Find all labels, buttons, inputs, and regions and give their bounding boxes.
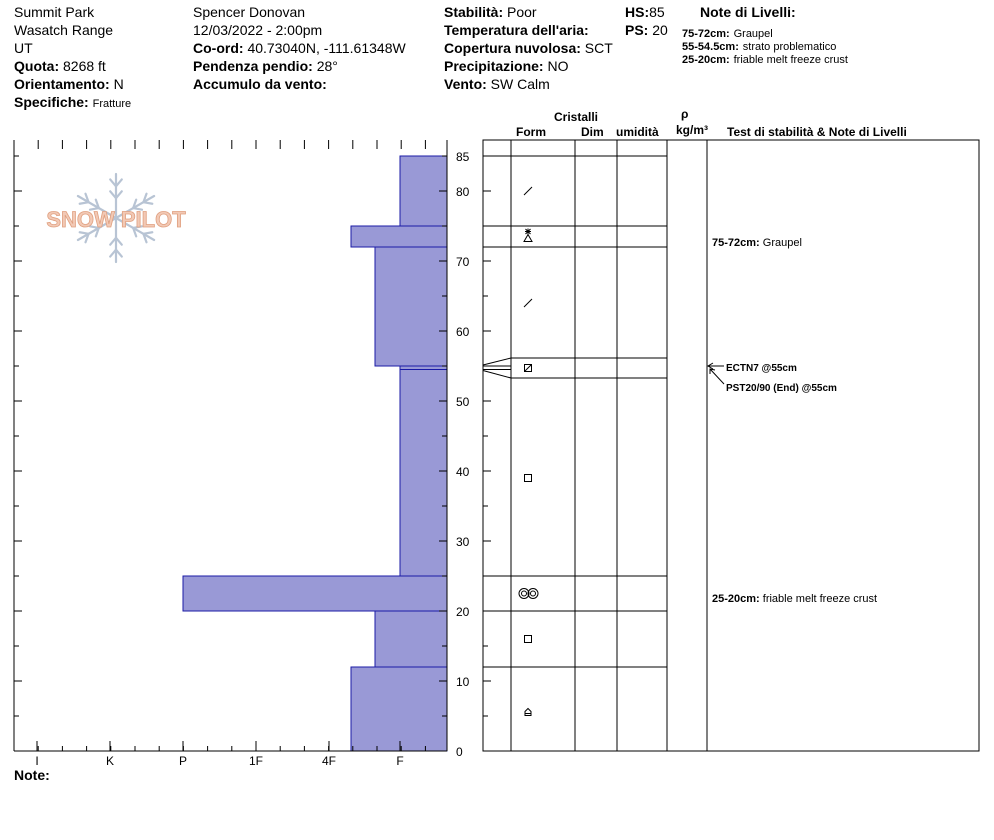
depth-tick-label: 80 (456, 185, 470, 199)
hardness-tick-label: P (178, 754, 188, 768)
precip-value: NO (547, 58, 569, 74)
hardness-bar (351, 226, 447, 247)
hardness-tick-label: 1F (248, 754, 264, 768)
air-temp-label: Temperatura dell'aria: (444, 22, 589, 38)
hardness-tick-label: F (396, 754, 404, 768)
test-label: ECTN7 @55cm (726, 363, 797, 374)
specifics-value: Fratture (92, 98, 132, 110)
ps-label: PS: (625, 22, 649, 38)
layer-note-text: strato problematico (742, 41, 837, 53)
depth-tick-label: 40 (456, 465, 470, 479)
layer-note-text: Graupel (762, 237, 802, 249)
range: Wasatch Range (14, 22, 114, 38)
datetime: 12/03/2022 - 2:00pm (193, 22, 323, 38)
hardness-bars (183, 156, 447, 751)
stability-label: Stabilità: (444, 4, 504, 20)
logo-text: SNOW PILOT (46, 207, 186, 232)
aspect-label: Orientamento: (14, 76, 110, 92)
hs-value: 85 (649, 4, 665, 20)
melt-forms-icon (519, 589, 538, 599)
ps-value: 20 (652, 22, 668, 38)
hardness-tick-label: K (105, 754, 115, 768)
dim-header: Dim (581, 125, 604, 139)
footer-note-label: Note: (14, 767, 50, 783)
layer-connector (483, 358, 511, 365)
aspect-value: N (113, 76, 124, 92)
depth-tick-label: 10 (456, 675, 470, 689)
layer-note-range: 75-72cm: (712, 237, 763, 249)
moisture-header: umidità (616, 125, 659, 139)
depth-tick-label: 70 (456, 255, 470, 269)
layer-connector (483, 371, 511, 379)
hardness-bar (375, 611, 447, 667)
wind-label: Vento: (444, 76, 487, 92)
cloud-label: Copertura nuvolosa: (444, 40, 581, 56)
layer-notes-title: Note di Livelli: (700, 4, 796, 20)
depth-tick-label: 30 (456, 535, 470, 549)
observer: Spencer Donovan (193, 4, 306, 20)
depth-tick-label: 20 (456, 605, 470, 619)
elevation-value: 8268 ft (63, 58, 106, 74)
state: UT (14, 40, 33, 56)
faceted-icon (525, 475, 532, 482)
tests-notes-header: Test di stabilità & Note di Livelli (727, 125, 907, 139)
hardness-tick-label: 4F (321, 754, 337, 768)
coord-label: Co-ord: (193, 40, 244, 56)
depth-tick-label: 0 (456, 745, 463, 759)
crystal-symbols (519, 187, 538, 716)
layer-note-range: 25-20cm: (682, 54, 730, 66)
specifics-label: Specifiche: (14, 94, 89, 110)
graupel-icon (524, 229, 532, 242)
depth-tick-label: 50 (456, 395, 470, 409)
layer-note-text: friable melt freeze crust (733, 54, 848, 66)
precipitation-particles-icon (524, 299, 532, 307)
faceted-rounded-icon (525, 365, 532, 372)
rho-header: ρ (681, 107, 689, 121)
layer-note (712, 593, 877, 605)
layer-note-text: Graupel (733, 28, 773, 40)
elevation-label: Quota: (14, 58, 60, 74)
layer-note-range: 75-72cm: (682, 28, 730, 40)
faceted-icon (525, 636, 532, 643)
hardness-bar (400, 370, 447, 577)
hs-label: HS: (625, 4, 650, 20)
hardness-bar (400, 366, 447, 370)
hardness-bar (351, 667, 447, 751)
test-label: PST20/90 (End) @55cm (726, 383, 837, 394)
hardness-bar (375, 247, 447, 366)
layer-note-text: friable melt freeze crust (762, 593, 878, 605)
hardness-tick-label: I (35, 754, 39, 768)
cloud-value: SCT (584, 40, 613, 56)
form-header: Form (516, 125, 546, 139)
test-arrow (710, 369, 724, 384)
wind-loading-label: Accumulo da vento: (193, 76, 327, 92)
layer-table (483, 140, 979, 751)
depth-hoar-icon (525, 709, 531, 716)
density-unit-header: kg/m³ (676, 123, 709, 137)
layer-note-range: 25-20cm: (712, 593, 763, 605)
layer-note-range: 55-54.5cm: (682, 41, 739, 53)
coord-value: 40.73040N, -111.61348W (247, 40, 406, 56)
precip-label: Precipitazione: (444, 58, 544, 74)
depth-tick-label: 60 (456, 325, 470, 339)
wind-value: SW Calm (490, 76, 550, 92)
crystals-header: Cristalli (554, 110, 599, 124)
stability-value: Poor (507, 4, 537, 20)
slope-value: 28° (316, 58, 338, 74)
depth-tick-label: 85 (456, 150, 470, 164)
location: Summit Park (14, 4, 95, 20)
slope-label: Pendenza pendio: (193, 58, 313, 74)
precipitation-particles-icon (524, 187, 532, 195)
hardness-bar (183, 576, 447, 611)
table-frame (483, 140, 979, 751)
layer-note (712, 237, 802, 249)
layer-notes-column (712, 237, 877, 605)
stability-tests (708, 363, 837, 394)
